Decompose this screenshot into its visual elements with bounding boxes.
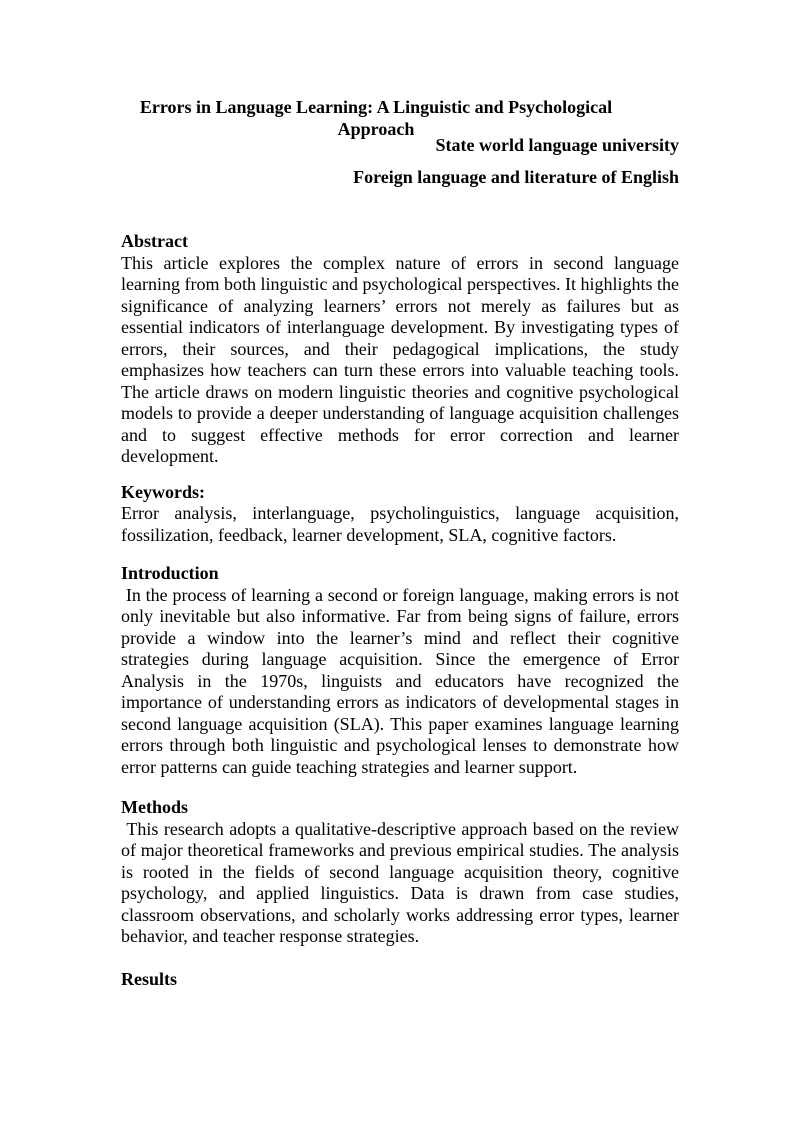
university-name: State world language university: [435, 135, 679, 155]
department-name: Foreign language and literature of English: [353, 167, 679, 187]
abstract-heading: Abstract: [121, 231, 188, 251]
results-section: [121, 969, 679, 991]
results-heading: Results: [121, 968, 178, 989]
abstract-text: This article explores the complex nature of errors in second language learning from both linguistic and psychological perspectives. It highlights the significance of analyzing learners’ errors not merely as failures but as essential indicators of interlanguage development. By investigating types of errors, their sources, and their pedagogical implications, the study emphasizes how teachers can turn these errors into valuable teaching tools. The article draws on modern linguistic theories and cognitive psychological models to provide a deeper understanding of language acquisition challenges and to suggest effective methods for error correction and learner development.: [121, 252, 684, 466]
abstract-section: [121, 231, 684, 468]
methods-section: [121, 797, 684, 948]
paper-title: Errors in Language Learning: A Linguistic and Psychological Approach: [139, 97, 613, 139]
introduction-text: In the process of learning a second or foreign language, making errors is not only inevitable but also informative. Far from being signs of failure, errors provide a window into the learner’s mind and reflect their cognitive strategies during language acquisition. Since the emergence of Error Analysis in the 1970s, linguists and educators have recognized the importance of understanding errors as indicators of developmental stages in second language acquisition (SLA). This paper examines language learning errors through both linguistic and psychological lenses to demonstrate how error patterns can guide teaching strategies and learner support.: [121, 584, 684, 777]
keywords-section: [121, 481, 684, 547]
methods-text: This research adopts a qualitative-descriptive approach based on the review of major theoretical frameworks and previous empirical studies. The analysis is rooted in the fields of second language acquisition theory, cognitive psychology, and applied linguistics. Data is drawn from case studies, classroom observations, and scholarly works addressing error types, learner behavior, and teacher response strategies.: [121, 818, 684, 946]
paper-page: [121, 96, 684, 990]
methods-heading: Methods: [121, 797, 188, 817]
introduction-heading: Introduction: [121, 563, 219, 583]
keywords-heading: Keywords:: [121, 481, 205, 502]
introduction-section: [121, 563, 684, 778]
keywords-text: Error analysis, interlanguage, psycholinguistics, language acquisition, fossilization, feedback, learner development, SLA, cognitive factors.: [121, 503, 684, 545]
